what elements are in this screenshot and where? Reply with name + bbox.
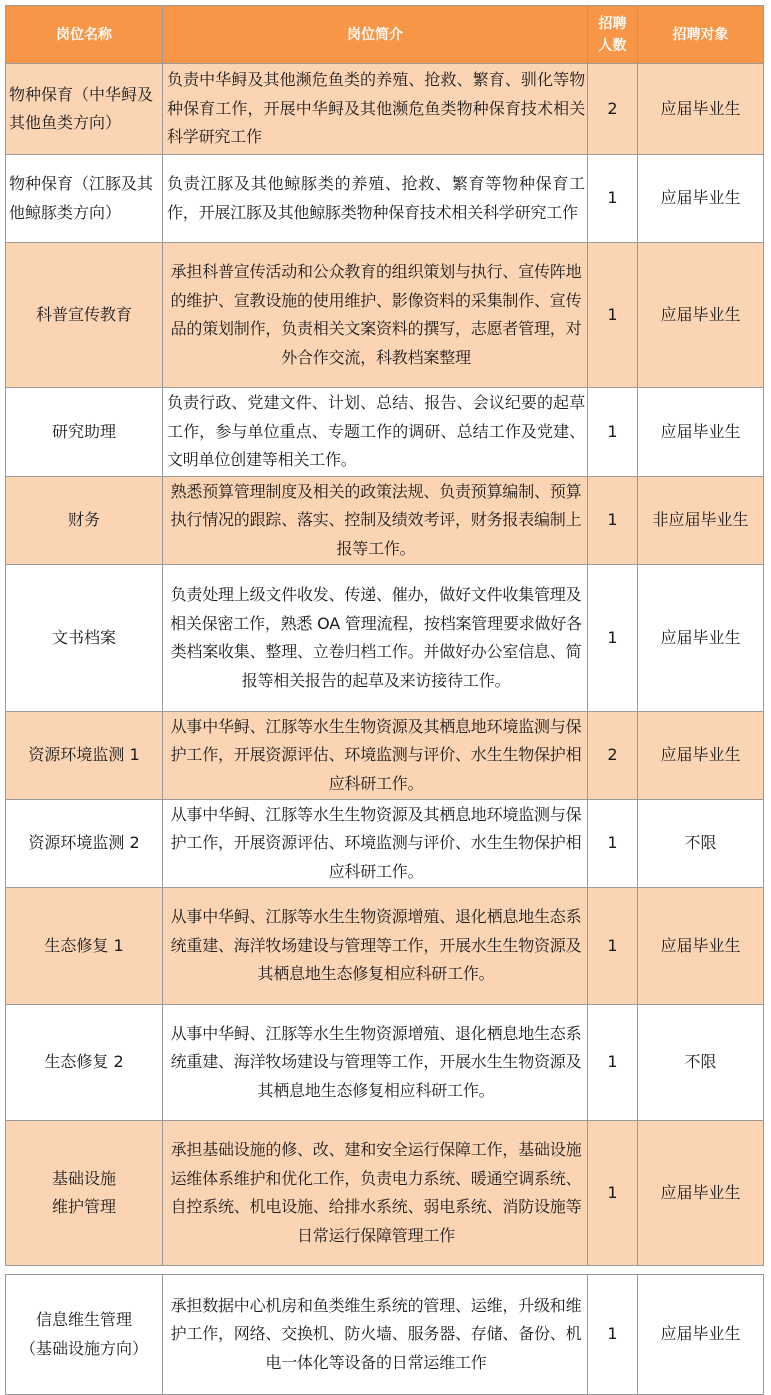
hire-target: 非应届毕业生 <box>638 477 764 565</box>
table-row <box>6 1121 764 1266</box>
position-name: 基础设施 维护管理 <box>6 1121 163 1266</box>
position-name: 资源环境监测 2 <box>6 800 163 888</box>
position-description: 熟悉预算管理制度及相关的政策法规、负责预算编制、预算执行情况的跟踪、落实、控制及绩效考评，财务报表编制上报等工作。 <box>163 477 588 565</box>
position-description: 承担基础设施的修、改、建和安全运行保障工作，基础设施运维体系维护和优化工作，负责电力系统、暖通空调系统、自控系统、机电设施、给排水系统、弱电系统、消防设施等日常运行保障管理工作 <box>163 1121 588 1266</box>
position-name: 资源环境监测 1 <box>6 712 163 800</box>
position-description: 从事中华鲟、江豚等水生生物资源增殖、退化栖息地生态系统重建、海洋牧场建设与管理等工作，开展水生生物资源及其栖息地生态修复相应科研工作。 <box>163 1005 588 1121</box>
position-name: 信息维生管理 （基础设施方向） <box>6 1275 163 1395</box>
hire-target: 应届毕业生 <box>638 1121 764 1266</box>
header-hire-target: 招聘对象 <box>638 6 764 64</box>
position-description: 负责江豚及其他鲸豚类的养殖、抢救、繁育等物种保育工作，开展江豚及其他鲸豚类物种保育技术相关科学研究工作 <box>163 155 588 243</box>
hire-count: 1 <box>588 1005 638 1121</box>
table-row <box>6 1275 764 1395</box>
table-row <box>6 888 764 1005</box>
hire-count: 1 <box>588 243 638 388</box>
hire-count: 1 <box>588 1275 638 1395</box>
position-name: 生态修复 1 <box>6 888 163 1005</box>
table-row <box>6 712 764 800</box>
table-row <box>6 243 764 388</box>
table-row <box>6 64 764 155</box>
position-name: 物种保育（中华鲟及其他鱼类方向） <box>6 64 163 155</box>
header-position-description: 岗位简介 <box>163 6 588 64</box>
table-row <box>6 565 764 712</box>
hire-target: 应届毕业生 <box>638 1275 764 1395</box>
position-description: 承担数据中心机房和鱼类维生系统的管理、运维，升级和维护工作，网络、交换机、防火墙、服务器、存储、备份、机电一体化等设备的日常运维工作 <box>163 1275 588 1395</box>
hire-target: 不限 <box>638 800 764 888</box>
hire-target: 应届毕业生 <box>638 64 764 155</box>
hire-count: 1 <box>588 477 638 565</box>
table-row <box>6 800 764 888</box>
hire-count: 1 <box>588 800 638 888</box>
hire-count: 1 <box>588 388 638 477</box>
hire-count: 1 <box>588 155 638 243</box>
hire-target: 应届毕业生 <box>638 243 764 388</box>
hire-target: 应届毕业生 <box>638 888 764 1005</box>
hire-target: 应届毕业生 <box>638 712 764 800</box>
hire-count: 1 <box>588 565 638 712</box>
header-hire-count: 招聘 人数 <box>588 6 638 64</box>
table-row <box>6 155 764 243</box>
position-description: 负责行政、党建文件、计划、总结、报告、会议纪要的起草工作，参与单位重点、专题工作的调研、总结工作及党建、文明单位创建等相关工作。 <box>163 388 588 477</box>
hire-count: 2 <box>588 712 638 800</box>
position-name: 物种保育（江豚及其他鲸豚类方向） <box>6 155 163 243</box>
hire-count: 2 <box>588 64 638 155</box>
hire-target: 应届毕业生 <box>638 565 764 712</box>
position-name: 研究助理 <box>6 388 163 477</box>
position-description: 从事中华鲟、江豚等水生生物资源增殖、退化栖息地生态系统重建、海洋牧场建设与管理等工作，开展水生生物资源及其栖息地生态修复相应科研工作。 <box>163 888 588 1005</box>
header-position-name: 岗位名称 <box>6 6 163 64</box>
position-name: 文书档案 <box>6 565 163 712</box>
position-name: 科普宣传教育 <box>6 243 163 388</box>
table-row <box>6 477 764 565</box>
hire-target: 不限 <box>638 1005 764 1121</box>
position-name: 财务 <box>6 477 163 565</box>
position-description: 承担科普宣传活动和公众教育的组织策划与执行、宣传阵地的维护、宣教设施的使用维护、影像资料的采集制作、宣传品的策划制作，负责相关文案资料的撰写，志愿者管理，对外合作交流，科教档案整理 <box>163 243 588 388</box>
position-description: 负责处理上级文件收发、传递、催办，做好文件收集管理及相关保密工作，熟悉 OA 管理流程，按档案管理要求做好各类档案收集、整理、立卷归档工作。并做好办公室信息、简报等相关报告的起草及来访接待工作。 <box>163 565 588 712</box>
position-name: 生态修复 2 <box>6 1005 163 1121</box>
table-row <box>6 1005 764 1121</box>
table-row <box>6 388 764 477</box>
hire-count: 1 <box>588 888 638 1005</box>
recruitment-table <box>5 5 764 1395</box>
gap-cell <box>6 1266 764 1275</box>
position-description: 从事中华鲟、江豚等水生生物资源及其栖息地环境监测与保护工作，开展资源评估、环境监测与评价、水生生物保护相应科研工作。 <box>163 712 588 800</box>
hire-target: 应届毕业生 <box>638 155 764 243</box>
position-description: 负责中华鲟及其他濒危鱼类的养殖、抢救、繁育、驯化等物种保育工作，开展中华鲟及其他濒危鱼类物种保育技术相关科学研究工作 <box>163 64 588 155</box>
table-gap <box>6 1266 764 1275</box>
hire-count: 1 <box>588 1121 638 1266</box>
position-description: 从事中华鲟、江豚等水生生物资源及其栖息地环境监测与保护工作，开展资源评估、环境监测与评价、水生生物保护相应科研工作。 <box>163 800 588 888</box>
hire-target: 应届毕业生 <box>638 388 764 477</box>
table-header-row <box>6 6 764 64</box>
